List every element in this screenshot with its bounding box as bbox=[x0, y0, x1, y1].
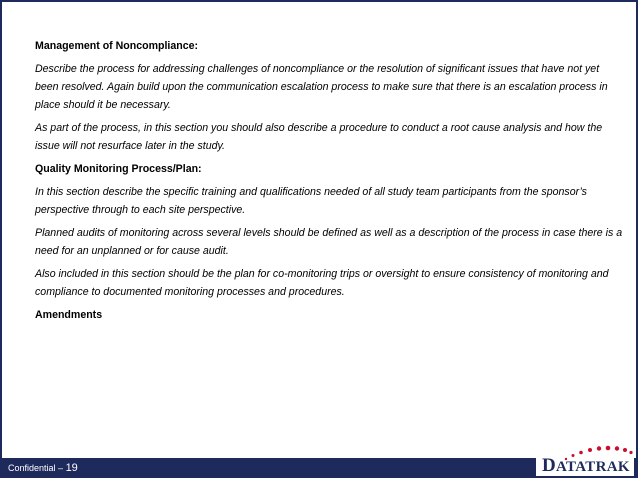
noncompliance-paragraph-2: As part of the process, in this section you should also describe a procedure to conduct a root cause analysis and how the issue will not resurface later in the study. bbox=[35, 122, 603, 152]
noncompliance-paragraph-1: Describe the process for addressing challenges of noncompliance or the resolution of significant issues that have not yet been resolved. Again build upon the communication escalation process to make sure that there is an escalation process in place should it be necessary. bbox=[35, 63, 608, 111]
noncompliance-heading: Management of Noncompliance: bbox=[35, 40, 199, 52]
confidential-label: Confidential – bbox=[8, 463, 64, 473]
logo-first-letter: D bbox=[542, 455, 557, 476]
page-number: 19 bbox=[65, 462, 78, 474]
logo-rest: ATATRAK bbox=[556, 459, 630, 475]
slide-content bbox=[35, 37, 625, 329]
datatrak-logo bbox=[536, 440, 634, 476]
amendments-heading: Amendments bbox=[35, 309, 103, 321]
footer-confidential bbox=[8, 462, 78, 474]
logo-wordmark bbox=[542, 455, 630, 476]
quality-paragraph-3: Also included in this section should be the plan for co-monitoring trips or oversight to ensure consistency of monitoring and compliance to documented monitoring processes and procedures. bbox=[35, 268, 609, 298]
quality-monitoring-heading: Quality Monitoring Process/Plan: bbox=[35, 163, 202, 175]
quality-paragraph-2: Planned audits of monitoring across several levels should be defined as well as a description of the process in case there is a need for an unplanned or for cause audit. bbox=[35, 227, 623, 257]
quality-paragraph-1: In this section describe the specific training and qualifications needed of all study team participants from the sponsor’s perspective through to each site perspective. bbox=[35, 186, 587, 216]
